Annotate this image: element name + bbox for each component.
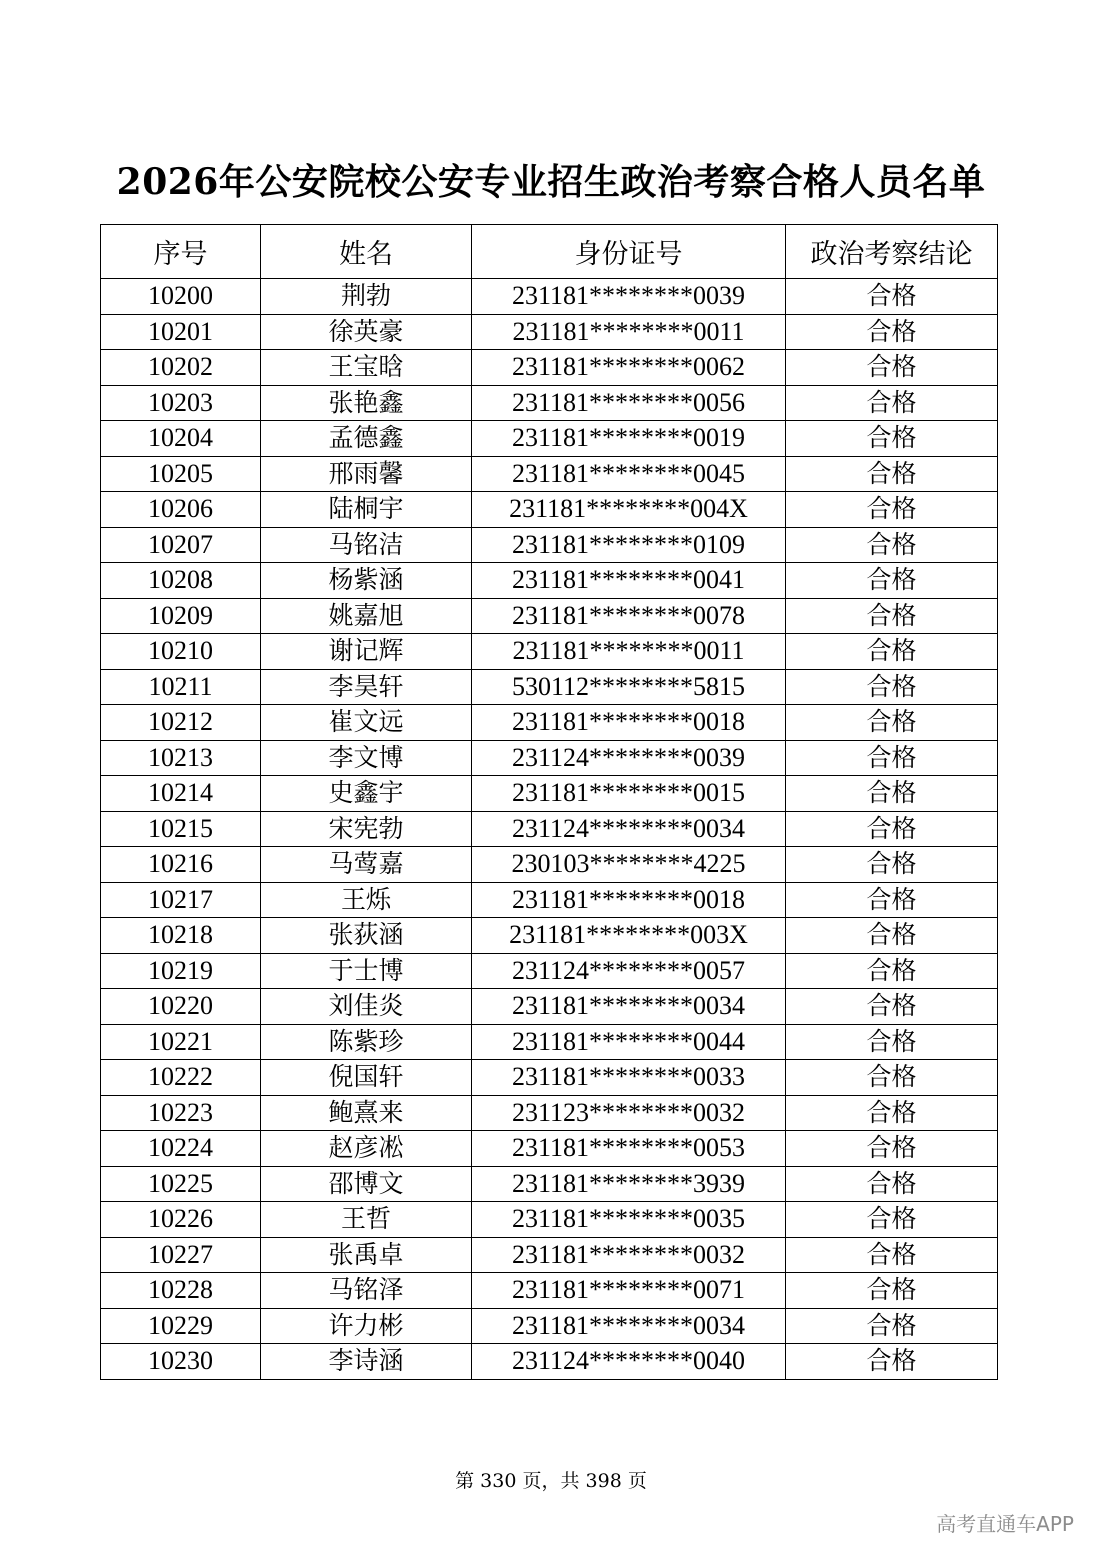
cell-id-number: 231181********0109 — [472, 527, 786, 563]
table-row — [101, 598, 998, 634]
cell-result: 合格 — [786, 776, 998, 812]
table-row — [101, 492, 998, 528]
cell-result: 合格 — [786, 1308, 998, 1344]
cell-id-number: 231181********0078 — [472, 598, 786, 634]
cell-id-number: 231181********0032 — [472, 1237, 786, 1273]
cell-seq: 10203 — [101, 385, 261, 421]
table-row — [101, 1060, 998, 1096]
cell-result: 合格 — [786, 1131, 998, 1167]
cell-id-number: 231181********0015 — [472, 776, 786, 812]
cell-result: 合格 — [786, 421, 998, 457]
table-row — [101, 1095, 998, 1131]
cell-name: 马铭泽 — [261, 1273, 472, 1309]
cell-id-number: 231181********0041 — [472, 563, 786, 599]
cell-id-number: 231181********0056 — [472, 385, 786, 421]
cell-result: 合格 — [786, 1060, 998, 1096]
cell-result: 合格 — [786, 847, 998, 883]
table-row — [101, 279, 998, 315]
cell-result: 合格 — [786, 1024, 998, 1060]
cell-id-number: 231181********0011 — [472, 634, 786, 670]
cell-name: 史鑫宇 — [261, 776, 472, 812]
cell-result: 合格 — [786, 811, 998, 847]
table-row — [101, 563, 998, 599]
header-seq: 序号 — [101, 225, 261, 279]
cell-seq: 10206 — [101, 492, 261, 528]
cell-seq: 10220 — [101, 989, 261, 1025]
table-row — [101, 953, 998, 989]
cell-id-number: 231181********0053 — [472, 1131, 786, 1167]
cell-id-number: 231181********0018 — [472, 705, 786, 741]
cell-id-number: 231181********3939 — [472, 1166, 786, 1202]
cell-seq: 10202 — [101, 350, 261, 386]
table-row — [101, 385, 998, 421]
cell-name: 杨紫涵 — [261, 563, 472, 599]
table-row — [101, 527, 998, 563]
cell-id-number: 231181********0035 — [472, 1202, 786, 1238]
cell-result: 合格 — [786, 882, 998, 918]
cell-seq: 10226 — [101, 1202, 261, 1238]
table-row — [101, 669, 998, 705]
table-row — [101, 1166, 998, 1202]
cell-name: 邢雨馨 — [261, 456, 472, 492]
cell-result: 合格 — [786, 385, 998, 421]
table-row — [101, 918, 998, 954]
table-row — [101, 1131, 998, 1167]
cell-result: 合格 — [786, 492, 998, 528]
cell-seq: 10219 — [101, 953, 261, 989]
cell-name: 许力彬 — [261, 1308, 472, 1344]
cell-id-number: 231181********0039 — [472, 279, 786, 315]
cell-result: 合格 — [786, 669, 998, 705]
cell-seq: 10224 — [101, 1131, 261, 1167]
cell-id-number: 231181********0062 — [472, 350, 786, 386]
table-row — [101, 1024, 998, 1060]
cell-seq: 10211 — [101, 669, 261, 705]
table-row — [101, 1202, 998, 1238]
cell-seq: 10217 — [101, 882, 261, 918]
cell-name: 李诗涵 — [261, 1344, 472, 1380]
cell-result: 合格 — [786, 456, 998, 492]
cell-seq: 10204 — [101, 421, 261, 457]
cell-result: 合格 — [786, 1344, 998, 1380]
header-id-number: 身份证号 — [472, 225, 786, 279]
table-row — [101, 421, 998, 457]
cell-name: 张艳鑫 — [261, 385, 472, 421]
cell-result: 合格 — [786, 1237, 998, 1273]
cell-id-number: 231181********0044 — [472, 1024, 786, 1060]
cell-seq: 10216 — [101, 847, 261, 883]
table-row — [101, 882, 998, 918]
cell-seq: 10207 — [101, 527, 261, 563]
cell-name: 谢记辉 — [261, 634, 472, 670]
cell-result: 合格 — [786, 1273, 998, 1309]
cell-result: 合格 — [786, 563, 998, 599]
cell-result: 合格 — [786, 279, 998, 315]
cell-seq: 10230 — [101, 1344, 261, 1380]
table-header-row — [101, 225, 998, 279]
cell-result: 合格 — [786, 314, 998, 350]
cell-seq: 10214 — [101, 776, 261, 812]
table-row — [101, 456, 998, 492]
cell-name: 徐英豪 — [261, 314, 472, 350]
cell-id-number: 530112********5815 — [472, 669, 786, 705]
cell-seq: 10222 — [101, 1060, 261, 1096]
cell-result: 合格 — [786, 598, 998, 634]
cell-name: 荆勃 — [261, 279, 472, 315]
table-row — [101, 634, 998, 670]
cell-id-number: 231181********0019 — [472, 421, 786, 457]
table-row — [101, 705, 998, 741]
header-name: 姓名 — [261, 225, 472, 279]
cell-name: 张荻涵 — [261, 918, 472, 954]
table-row — [101, 1237, 998, 1273]
cell-name: 马莺嘉 — [261, 847, 472, 883]
cell-seq: 10218 — [101, 918, 261, 954]
cell-name: 王哲 — [261, 1202, 472, 1238]
cell-result: 合格 — [786, 634, 998, 670]
cell-seq: 10229 — [101, 1308, 261, 1344]
cell-name: 王烁 — [261, 882, 472, 918]
cell-seq: 10200 — [101, 279, 261, 315]
cell-name: 张禹卓 — [261, 1237, 472, 1273]
cell-seq: 10223 — [101, 1095, 261, 1131]
cell-name: 孟德鑫 — [261, 421, 472, 457]
table-row — [101, 847, 998, 883]
cell-result: 合格 — [786, 705, 998, 741]
cell-result: 合格 — [786, 1166, 998, 1202]
table-row — [101, 740, 998, 776]
cell-seq: 10221 — [101, 1024, 261, 1060]
cell-seq: 10228 — [101, 1273, 261, 1309]
cell-seq: 10212 — [101, 705, 261, 741]
cell-name: 马铭洁 — [261, 527, 472, 563]
cell-id-number: 231124********0040 — [472, 1344, 786, 1380]
cell-seq: 10215 — [101, 811, 261, 847]
cell-id-number: 231181********004X — [472, 492, 786, 528]
cell-seq: 10201 — [101, 314, 261, 350]
cell-id-number: 231181********0045 — [472, 456, 786, 492]
cell-id-number: 231123********0032 — [472, 1095, 786, 1131]
page-footer: 第 330 页，共 398 页 — [455, 1470, 647, 1492]
cell-result: 合格 — [786, 918, 998, 954]
cell-result: 合格 — [786, 740, 998, 776]
table-row — [101, 811, 998, 847]
cell-result: 合格 — [786, 527, 998, 563]
table-body — [101, 279, 998, 1380]
table-row — [101, 1273, 998, 1309]
cell-id-number: 231124********0039 — [472, 740, 786, 776]
table-row — [101, 776, 998, 812]
cell-seq: 10225 — [101, 1166, 261, 1202]
table-row — [101, 989, 998, 1025]
cell-name: 刘佳炎 — [261, 989, 472, 1025]
cell-id-number: 231124********0057 — [472, 953, 786, 989]
cell-result: 合格 — [786, 1095, 998, 1131]
cell-id-number: 231181********0034 — [472, 989, 786, 1025]
cell-id-number: 231181********0034 — [472, 1308, 786, 1344]
cell-id-number: 231124********0034 — [472, 811, 786, 847]
cell-result: 合格 — [786, 1202, 998, 1238]
cell-name: 陈紫珍 — [261, 1024, 472, 1060]
cell-name: 赵彦凇 — [261, 1131, 472, 1167]
cell-name: 李文博 — [261, 740, 472, 776]
cell-name: 陆桐宇 — [261, 492, 472, 528]
cell-result: 合格 — [786, 953, 998, 989]
cell-seq: 10213 — [101, 740, 261, 776]
watermark: 高考直通车APP — [936, 1512, 1074, 1536]
cell-seq: 10208 — [101, 563, 261, 599]
cell-id-number: 231181********0071 — [472, 1273, 786, 1309]
cell-seq: 10227 — [101, 1237, 261, 1273]
cell-name: 倪国轩 — [261, 1060, 472, 1096]
cell-name: 宋宪勃 — [261, 811, 472, 847]
table-row — [101, 1344, 998, 1380]
cell-name: 崔文远 — [261, 705, 472, 741]
cell-result: 合格 — [786, 989, 998, 1025]
cell-name: 邵博文 — [261, 1166, 472, 1202]
roster-table — [100, 224, 998, 1380]
cell-id-number: 230103********4225 — [472, 847, 786, 883]
cell-id-number: 231181********0018 — [472, 882, 786, 918]
cell-name: 姚嘉旭 — [261, 598, 472, 634]
cell-seq: 10210 — [101, 634, 261, 670]
cell-name: 李昊轩 — [261, 669, 472, 705]
cell-name: 鲍熹来 — [261, 1095, 472, 1131]
header-result: 政治考察结论 — [786, 225, 998, 279]
cell-id-number: 231181********0033 — [472, 1060, 786, 1096]
table-row — [101, 350, 998, 386]
cell-id-number: 231181********003X — [472, 918, 786, 954]
document-title: 2026年公安院校公安专业招生政治考察合格人员名单 — [116, 161, 986, 203]
cell-id-number: 231181********0011 — [472, 314, 786, 350]
cell-seq: 10205 — [101, 456, 261, 492]
table-row — [101, 1308, 998, 1344]
cell-result: 合格 — [786, 350, 998, 386]
table-row — [101, 314, 998, 350]
cell-seq: 10209 — [101, 598, 261, 634]
cell-name: 王宝晗 — [261, 350, 472, 386]
cell-name: 于士博 — [261, 953, 472, 989]
